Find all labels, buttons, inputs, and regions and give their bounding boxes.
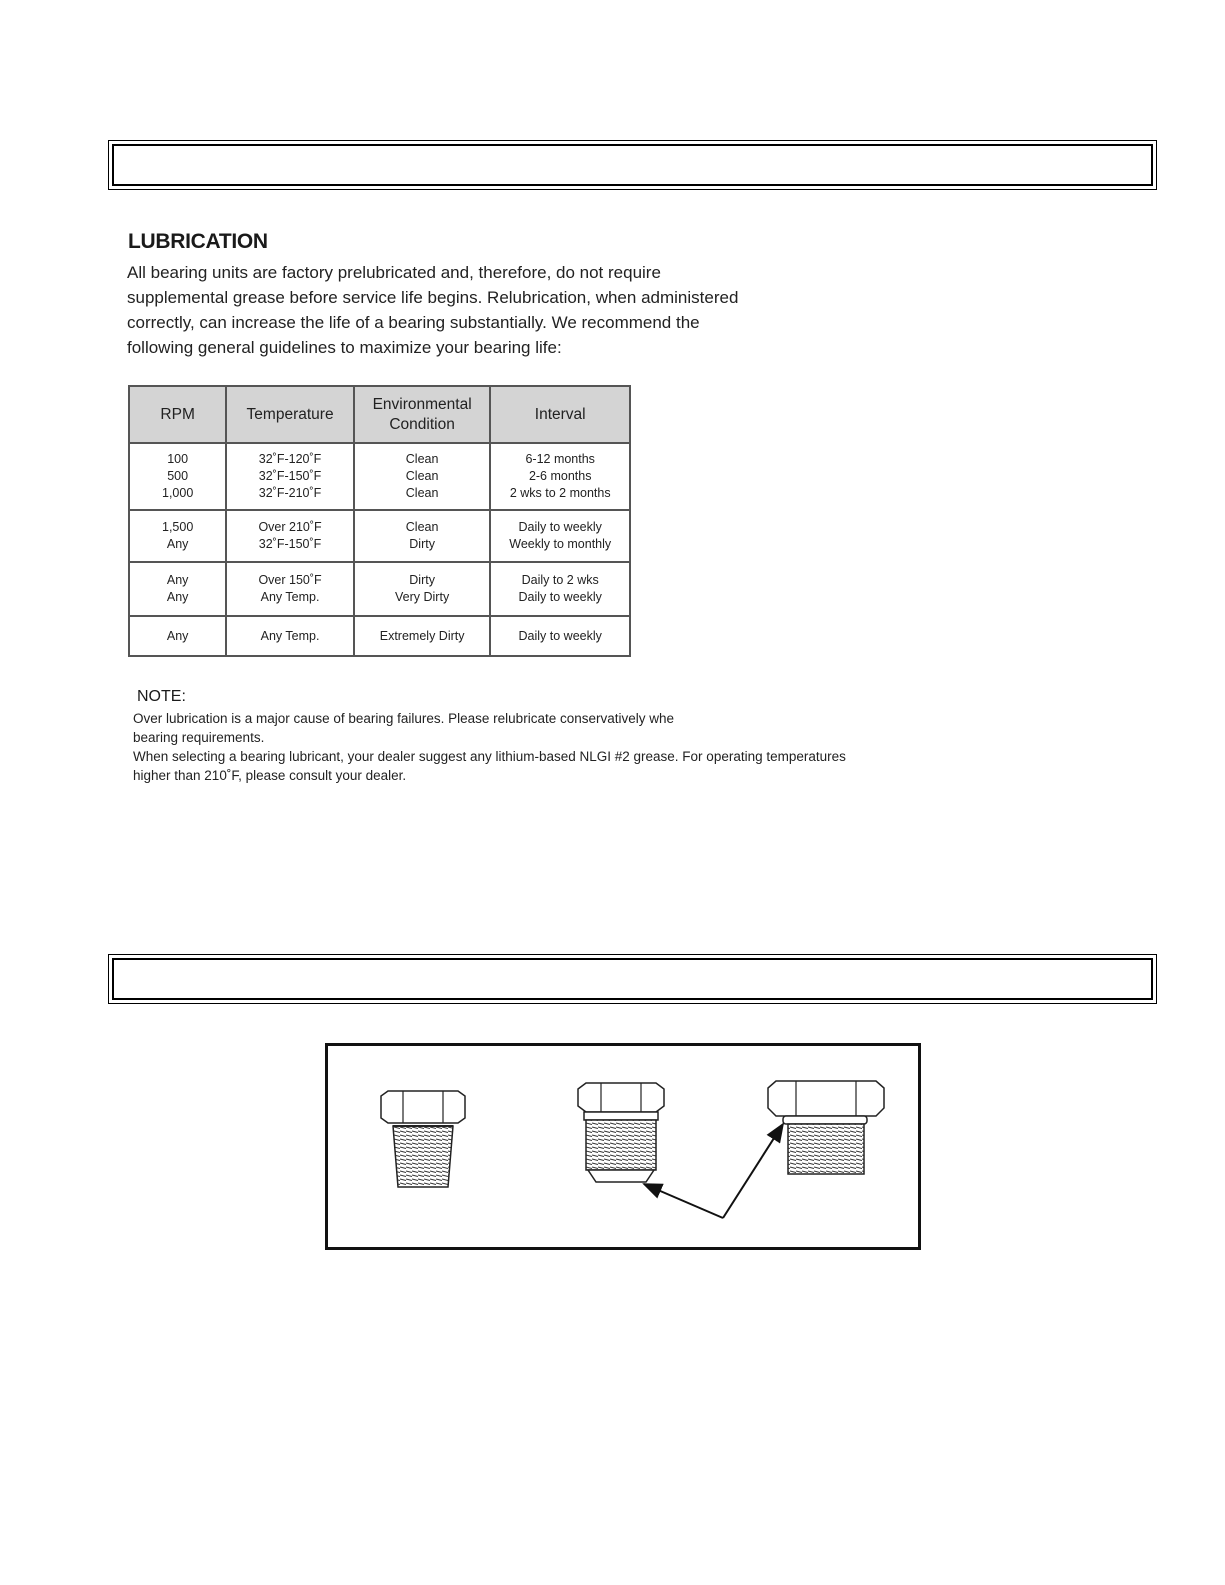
note-line: bearing requirements. xyxy=(133,730,265,745)
interval-cell-line: 6-12 months xyxy=(525,452,595,466)
header-interval: Interval xyxy=(490,386,630,443)
interval-cell-line: Daily to weekly xyxy=(518,520,602,534)
tapered-plug-fitting xyxy=(381,1091,465,1187)
temperature-cell xyxy=(226,510,354,562)
interval-cell xyxy=(490,616,630,656)
rpm-cell-line: Any xyxy=(166,537,189,551)
seal-callout-arrows xyxy=(644,1124,783,1218)
lubrication-title: LUBRICATION xyxy=(128,230,268,253)
note-line: higher than 210˚F, please consult your dealer. xyxy=(133,768,407,783)
condition-cell xyxy=(354,443,491,510)
temperature-cell-line: Any Temp. xyxy=(260,590,320,604)
rpm-cell-line: Any xyxy=(166,590,189,604)
rpm-cell-line: Any xyxy=(166,573,189,587)
table-header-row xyxy=(129,386,630,443)
temperature-cell-line: Any Temp. xyxy=(260,628,320,643)
condition-cell-line: Clean xyxy=(405,520,439,534)
condition-cell xyxy=(354,510,491,562)
condition-cell-line: Extremely Dirty xyxy=(379,628,465,643)
interval-cell-line: 2 wks to 2 months xyxy=(509,486,611,500)
rpm-cell-line: 1,000 xyxy=(162,486,194,500)
section-header-box-bottom xyxy=(108,954,1157,1004)
condition-cell-line: Clean xyxy=(405,469,439,483)
note-line: When selecting a bearing lubricant, your dealer suggest any lithium-based NLGI #2 grease. For operating temperatures xyxy=(133,749,846,764)
condition-cell xyxy=(354,616,491,656)
rpm-cell xyxy=(129,616,226,656)
rpm-cell-line: Any xyxy=(166,628,189,643)
condition-cell-line: Dirty xyxy=(409,573,435,587)
interval-cell-line: Weekly to monthly xyxy=(509,537,612,551)
temperature-cell-line: 32˚F-210˚F xyxy=(258,486,322,500)
interval-cell xyxy=(490,510,630,562)
condition-cell xyxy=(354,562,491,616)
interval-cell xyxy=(490,562,630,616)
header-environment-line: Environmental xyxy=(372,395,472,413)
interval-cell-line: Daily to weekly xyxy=(518,590,602,604)
rpm-cell xyxy=(129,510,226,562)
table-row xyxy=(129,443,630,510)
header-environmental-condition xyxy=(354,386,491,443)
note-body xyxy=(133,709,993,785)
header-temperature: Temperature xyxy=(226,386,354,443)
fittings-illustration xyxy=(328,1046,918,1247)
rpm-cell xyxy=(129,562,226,616)
temperature-cell-line: Over 150˚F xyxy=(258,573,322,587)
rpm-cell-line: 500 xyxy=(167,469,189,483)
flare-seal-fitting xyxy=(578,1083,664,1182)
intro-paragraph xyxy=(127,260,867,360)
table-row xyxy=(129,562,630,616)
fittings-figure xyxy=(325,1043,921,1250)
interval-cell xyxy=(490,443,630,510)
temperature-cell-line: Over 210˚F xyxy=(258,520,322,534)
temperature-cell xyxy=(226,562,354,616)
interval-cell-line: 2-6 months xyxy=(528,469,592,483)
condition-cell-line: Dirty xyxy=(409,537,435,551)
rpm-cell-line: 1,500 xyxy=(162,520,194,534)
temperature-cell-line: 32˚F-150˚F xyxy=(258,469,322,483)
rpm-cell xyxy=(129,443,226,510)
temperature-cell-line: 32˚F-120˚F xyxy=(258,452,322,466)
header-environment-line: Condition xyxy=(389,415,455,433)
rpm-cell-line: 100 xyxy=(167,452,189,466)
note-heading: NOTE: xyxy=(137,688,186,705)
condition-cell-line: Very Dirty xyxy=(395,590,450,604)
interval-cell-line: Daily to 2 wks xyxy=(521,573,599,587)
intro-line: supplemental grease before service life begins. Relubrication, when administered xyxy=(127,288,739,307)
intro-line: following general guidelines to maximize your bearing life: xyxy=(127,338,562,357)
condition-cell-line: Clean xyxy=(405,452,439,466)
interval-cell-line: Daily to weekly xyxy=(518,628,602,643)
table-row xyxy=(129,510,630,562)
temperature-cell xyxy=(226,443,354,510)
temperature-cell xyxy=(226,616,354,656)
condition-cell-line: Clean xyxy=(405,486,439,500)
section-header-box-top xyxy=(108,140,1157,190)
temperature-cell-line: 32˚F-150˚F xyxy=(258,537,322,551)
table-row xyxy=(129,616,630,656)
note-line: Over lubrication is a major cause of bearing failures. Please relubricate conservatively whe xyxy=(133,711,675,726)
lubrication-schedule-table xyxy=(128,385,631,657)
intro-line: All bearing units are factory prelubricated and, therefore, do not require xyxy=(127,263,661,282)
intro-line: correctly, can increase the life of a bearing substantially. We recommend the xyxy=(127,313,700,332)
header-rpm: RPM xyxy=(129,386,226,443)
o-ring-seal-fitting xyxy=(768,1081,884,1174)
